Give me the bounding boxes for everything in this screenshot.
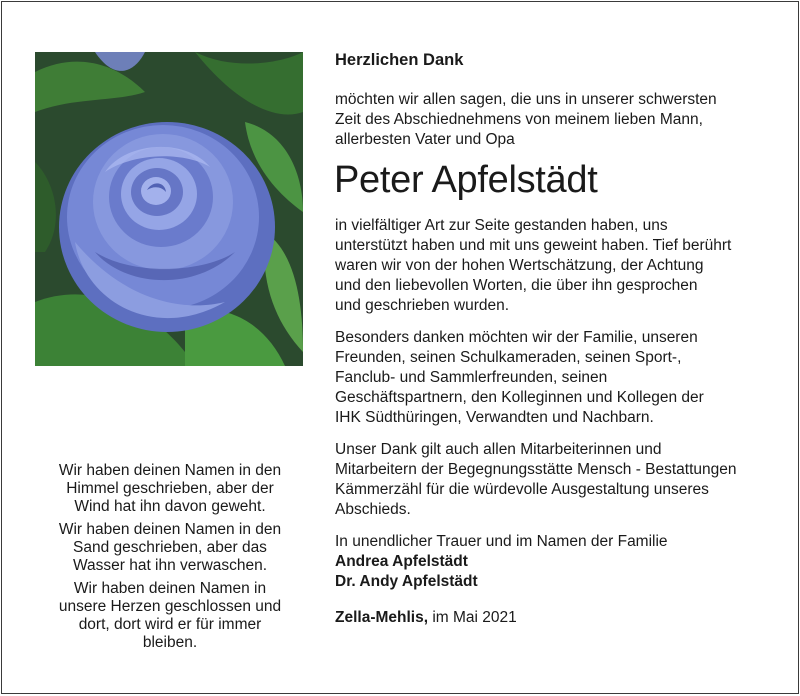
signer-name: Dr. Andy Apfelstädt (335, 573, 478, 590)
poem-stanza-2 (30, 521, 310, 575)
paragraph-3 (335, 440, 775, 520)
poem-line: unsere Herzen geschlossen und (58, 598, 282, 615)
text-line: Unser Dank gilt auch allen Mitarbeiterinnen und (335, 441, 662, 458)
text-line: möchten wir allen sagen, die uns in unserer schwersten (335, 91, 717, 108)
text-line: Zeit des Abschiednehmens von meinem lieben Mann, (335, 111, 703, 128)
poem-line: Wir haben deinen Namen in den (58, 521, 282, 538)
heading: Herzlichen Dank (335, 51, 464, 69)
text-line: und den liebevollen Worten, die über ihn gesprochen (335, 277, 698, 294)
poem-line: Wasser hat ihn verwaschen. (72, 557, 268, 574)
text-line: und geschrieben wurden. (335, 297, 510, 314)
blue-rose-photo (35, 52, 303, 366)
obituary-card (1, 1, 799, 694)
text-line: Besonders danken möchten wir der Familie, unseren (335, 329, 698, 346)
signer-name: Andrea Apfelstädt (335, 553, 468, 570)
text-line: Freunden, seinen Schulkameraden, seinen Sport-, (335, 349, 682, 366)
poem-line: Sand geschrieben, aber das (73, 539, 267, 556)
deceased-name: Peter Apfelstädt (334, 159, 598, 201)
place-date-line (335, 608, 775, 628)
poem-line: Himmel geschrieben, aber der (66, 480, 274, 497)
text-line: IHK Südthüringen, Verwandten und Nachbarn. (335, 409, 654, 426)
signoff-intro: In unendlicher Trauer und im Namen der Familie (335, 533, 668, 550)
poem-line: Wir haben deinen Namen in (73, 580, 267, 597)
poem-line: dort, dort wird er für immer (78, 616, 262, 633)
poem-stanza-3 (30, 580, 310, 652)
text-line: Geschäftspartnern, den Kolleginnen und Kollegen der (335, 389, 704, 406)
text-line: waren wir von der hohen Wertschätzung, der Achtung (335, 257, 704, 274)
paragraph-2 (335, 328, 775, 428)
text-line: allerbesten Vater und Opa (335, 131, 515, 148)
text-line: unterstützt haben und mit uns geweint haben. Tief berührt (335, 237, 732, 254)
thank-you-text (335, 50, 775, 628)
text-line: Kämmerzähl für die würdevolle Ausgestaltung unseres (335, 481, 709, 498)
text-line: Mitarbeitern der Begegnungsstätte Mensch - Bestattungen (335, 461, 737, 478)
date: im Mai 2021 (432, 609, 517, 626)
text-line: Fanclub- und Sammlerfreunden, seinen (335, 369, 608, 386)
text-line: in vielfältiger Art zur Seite gestanden haben, uns (335, 217, 668, 234)
poem-line: Wind hat ihn davon geweht. (74, 498, 266, 515)
paragraph-1 (335, 216, 775, 316)
text-line: Abschieds. (335, 501, 411, 518)
blue-rose-image (35, 52, 303, 366)
poem-stanza-1 (30, 462, 310, 516)
poem-line: Wir haben deinen Namen in den (58, 462, 282, 479)
place: Zella-Mehlis, (335, 609, 429, 626)
rose-center (141, 177, 171, 205)
poem-line: bleiben. (142, 634, 198, 651)
poem (30, 462, 310, 657)
intro-paragraph (335, 90, 775, 150)
